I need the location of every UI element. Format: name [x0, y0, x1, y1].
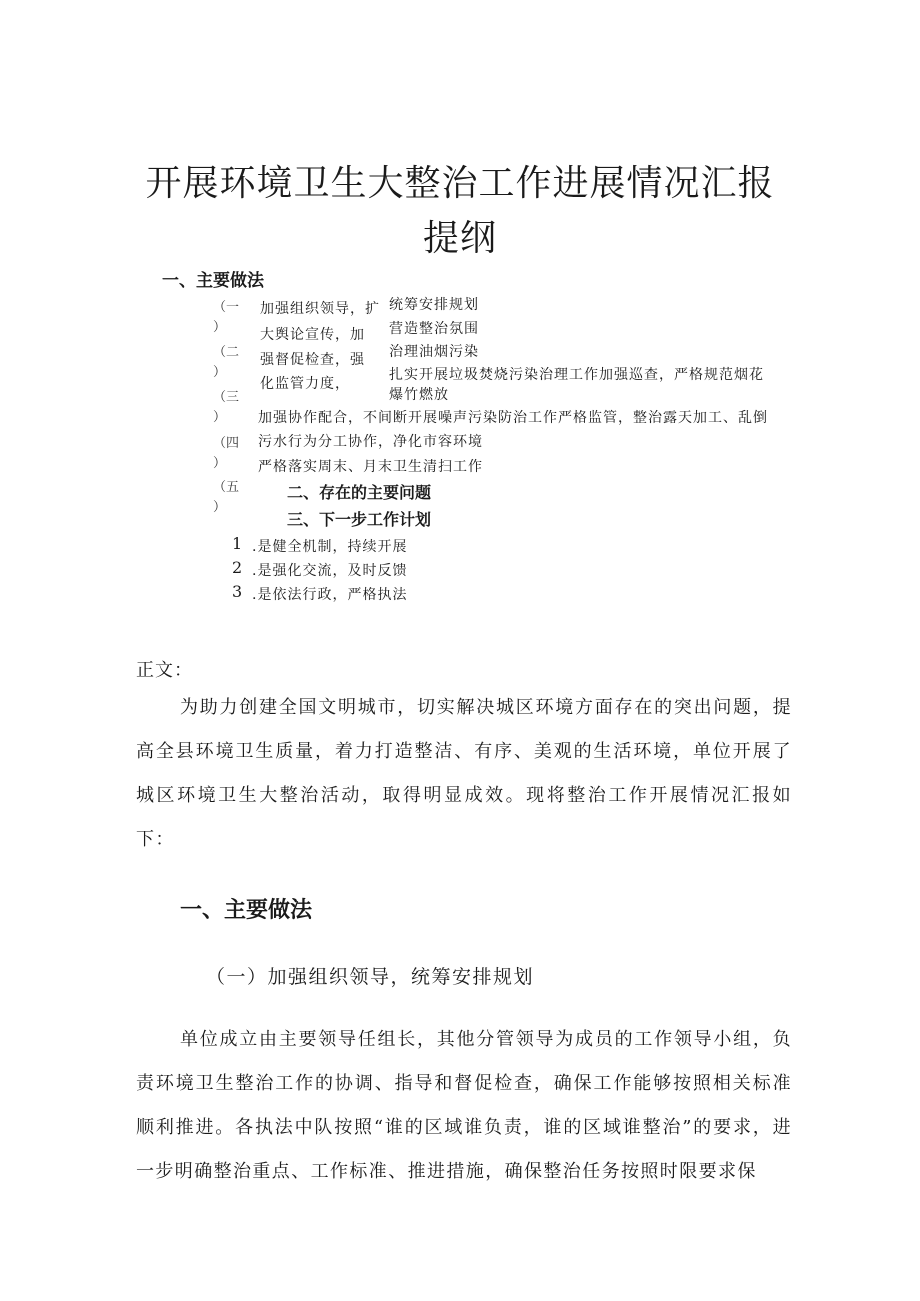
outline-wide-text: 加强协作配合，不间断开展噪声污染防治工作严格监管，整治露天加工、乱倒: [258, 410, 768, 426]
outline-right-text: 爆竹燃放: [389, 387, 449, 403]
body-paragraph-1: 单位成立由主要领导任组长，其他分管领导为成员的工作领导小组，负责环境卫生整治工作的协调、指导和督促检查，确保工作能够按照相关标准顺利推进。各执法中队按照“谁的区域谁负责，谁的区域谁整治”的要求，进一步明确整治重点、工作标准、推进措施，确保整治任务按照时限要求保: [136, 1029, 792, 1182]
outline-right-text: 治理油烟污染: [389, 344, 479, 360]
outline-left-text: 大舆论宣传，加: [260, 327, 365, 343]
body-heading-1: 一、主要做法: [180, 898, 313, 923]
outline-right-text: 扎实开展垃圾焚烧污染治理工作加强巡查，严格规范烟花: [389, 367, 764, 383]
plan-item: .是依法行政，严格执法: [252, 587, 408, 603]
outline-paren-marker: （三: [213, 390, 240, 405]
outline-paren-marker: （二: [213, 345, 240, 360]
outline-wide-text: 严格落实周末、月末卫生清扫工作: [258, 459, 483, 475]
outline-left-text: 化监管力度，: [260, 376, 350, 392]
intro-paragraph: 为助力创建全国文明城市，切实解决城区环境方面存在的突出问题，提高全县环境卫生质量，着力打造整洁、有序、美观的生活环境，单位开展了城区环境卫生大整治活动，取得明显成效。现将整治工作开展情况汇报如下：: [136, 697, 792, 850]
outline-section-1-heading: 一、主要做法: [162, 271, 264, 291]
outline-paren-marker: ）: [213, 410, 227, 425]
document-title-line-2: 提纲: [422, 218, 497, 259]
plan-item: .是健全机制，持续开展: [252, 539, 408, 555]
body-label: 正文：: [136, 660, 193, 681]
outline-section-3-heading: 三、下一步工作计划: [287, 510, 432, 529]
outline-section-2-heading: 二、存在的主要问题: [287, 483, 432, 502]
document-title-line-1: 开展环境卫生大整治工作进展情况汇报: [145, 163, 775, 204]
outline-left-text: 强督促检查，强: [260, 352, 365, 368]
outline-wide-text: 污水行为分工协作，净化市容环境: [258, 434, 483, 450]
plan-number: 2: [232, 558, 243, 577]
outline-left-text: 加强组织领导，扩: [260, 301, 380, 317]
outline-paren-marker: ）: [213, 365, 227, 380]
outline-paren-marker: ）: [213, 320, 227, 335]
outline-right-text: 统筹安排规划: [389, 297, 479, 313]
outline-right-text: 营造整治氛围: [389, 321, 479, 337]
outline-paren-marker: （四: [213, 436, 240, 451]
outline-paren-marker: ）: [213, 500, 227, 515]
plan-number: 1: [232, 534, 243, 553]
outline-paren-marker: （五: [213, 480, 240, 495]
plan-item: .是强化交流，及时反馈: [252, 563, 408, 579]
body-subheading-1: （一）加强组织领导，统筹安排规划: [206, 966, 535, 988]
plan-number: 3: [232, 582, 243, 601]
outline-paren-marker: （一: [213, 300, 240, 315]
outline-paren-marker: ）: [213, 456, 227, 471]
